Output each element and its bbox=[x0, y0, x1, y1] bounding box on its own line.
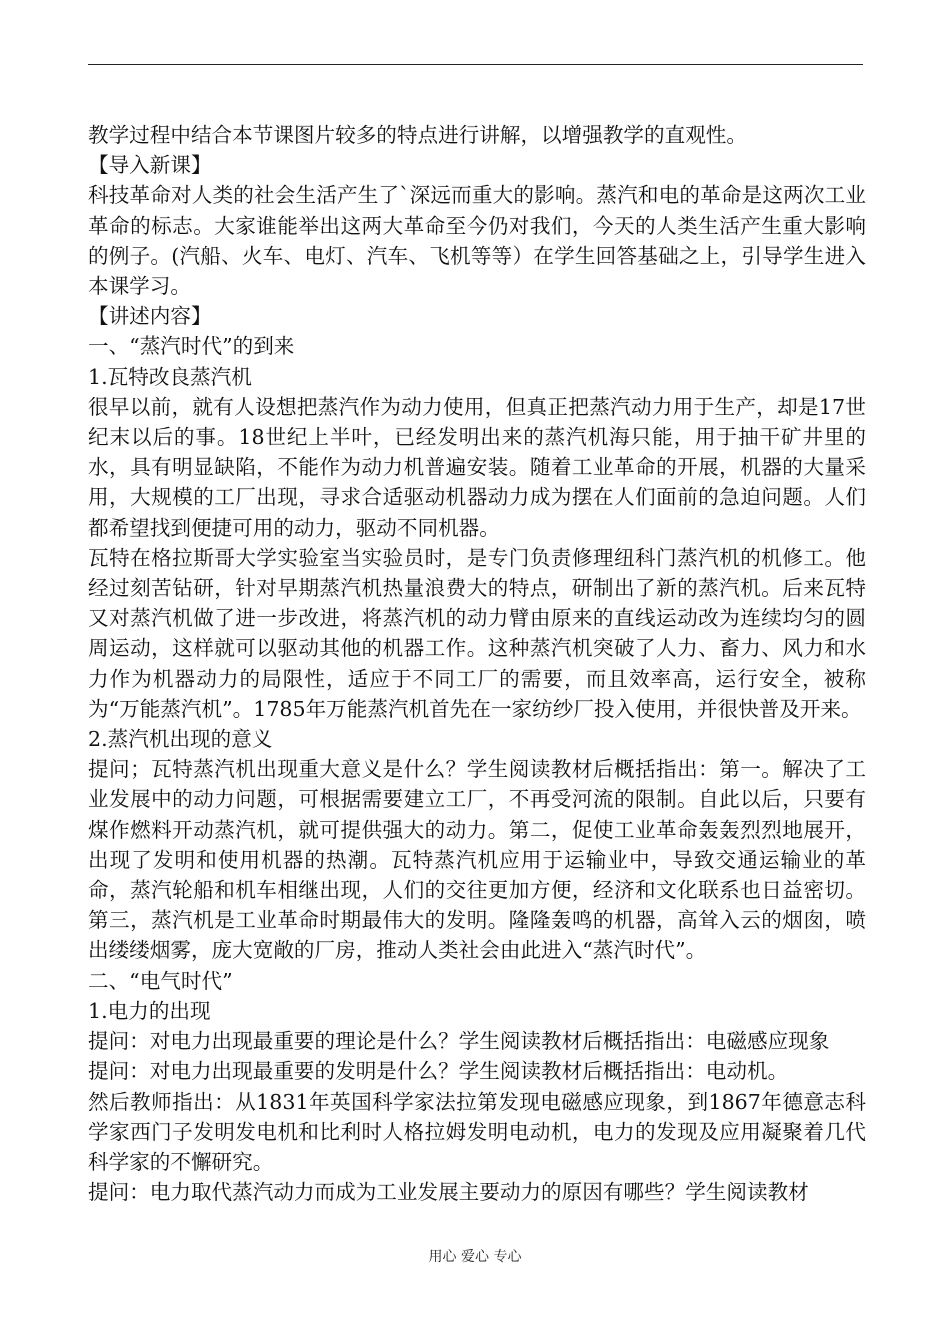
paragraph-teacher-notes: 然后教师指出：从1831年英国科学家法拉第发现电磁感应现象，到1867年德意志科学家西门子发明发电机和比利时人格拉姆发明电动机，电力的发现及应用凝聚着几代科学家的不懈研究。 bbox=[88, 1089, 866, 1174]
heading-lecture-content: 【讲述内容】 bbox=[88, 304, 212, 329]
paragraph-question-invention: 提问：对电力出现最重要的发明是什么？学生阅读教材后概括指出：电动机。 bbox=[88, 1059, 789, 1084]
subheading-steam-significance: 2.蒸汽机出现的意义 bbox=[88, 727, 273, 752]
header-rule bbox=[88, 64, 863, 65]
paragraph-watt: 瓦特在格拉斯哥大学实验室当实验员时，是专门负责修理纽科门蒸汽机的机修工。他经过刻苦钻研，针对早期蒸汽机热量浪费大的特点，研制出了新的蒸汽机。后来瓦特又对蒸汽机做了进一步改进，将蒸汽机的动力臂由原来的直线运动改为连续均匀的圆周运动，这样就可以驱动其他的机器工作。这种蒸汽机突破了人力、畜力、风力和水力作为机器动力的局限性，适应于不同工厂的需要，而且效率高，运行安全，被称为“万能蒸汽机”。1785年万能蒸汽机首先在一家纺纱厂投入使用，并很快普及开来。 bbox=[88, 545, 866, 721]
heading-new-lesson: 【导入新课】 bbox=[88, 153, 212, 178]
paragraph-intro-method: 教学过程中结合本节课图片较多的特点进行讲解，以增强教学的直观性。 bbox=[88, 123, 747, 147]
page-footer: 用心 爱心 专心 bbox=[428, 1249, 522, 1265]
section-heading-electric-age: 二、“电气时代” bbox=[88, 968, 233, 993]
subheading-electricity: 1.电力的出现 bbox=[88, 998, 211, 1023]
document-body bbox=[88, 120, 866, 1207]
subheading-watt-steam-engine: 1.瓦特改良蒸汽机 bbox=[88, 364, 252, 389]
section-heading-steam-age: 一、“蒸汽时代”的到来 bbox=[88, 334, 295, 359]
paragraph-new-lesson: 科技革命对人类的社会生活产生了`深远而重大的影响。蒸汽和电的革命是这两次工业革命的标志。大家谁能举出这两大革命至今仍对我们，今天的人类生活产生重大影响的例子。(汽船、火车、电灯、汽车、飞机等等）在学生回答基础之上，引导学生进入本课学习。 bbox=[88, 183, 866, 299]
paragraph-question-reasons: 提问：电力取代蒸汽动力而成为工业发展主要动力的原因有哪些？学生阅读教材 bbox=[88, 1180, 809, 1205]
paragraph-steam-significance: 提问；瓦特蒸汽机出现重大意义是什么？学生阅读教材后概括指出：第一。解决了工业发展中的动力问题，可根据需要建立工厂，不再受河流的限制。自此以后，只要有煤作燃料开动蒸汽机，就可提供强大的动力。第二，促使工业革命轰轰烈烈地展开，出现了发明和使用机器的热潮。瓦特蒸汽机应用于运输业中，导致交通运输业的革命，蒸汽轮船和机车相继出现，人们的交往更加方便，经济和文化联系也日益密切。第三，蒸汽机是工业革命时期最伟大的发明。隆隆轰鸣的机器，高耸入云的烟囱，喷出缕缕烟雾，庞大宽敞的厂房，推动人类社会由此进入“蒸汽时代”。 bbox=[88, 757, 866, 963]
paragraph-question-theory: 提问：对电力出现最重要的理论是什么？学生阅读教材后概括指出：电磁感应现象 bbox=[88, 1029, 830, 1054]
paragraph-early-steam: 很早以前，就有人设想把蒸汽作为动力使用，但真正把蒸汽动力用于生产，却是17世纪末以后的事。18世纪上半叶，已经发明出来的蒸汽机海只能，用于抽干矿井里的水，具有明显缺陷，不能作为动力机普遍安装。随着工业革命的开展，机器的大量采用，大规模的工厂出现，寻求合适驱动机器动力成为摆在人们面前的急迫问题。人们都希望找到便捷可用的动力，驱动不同机器。 bbox=[88, 394, 866, 540]
